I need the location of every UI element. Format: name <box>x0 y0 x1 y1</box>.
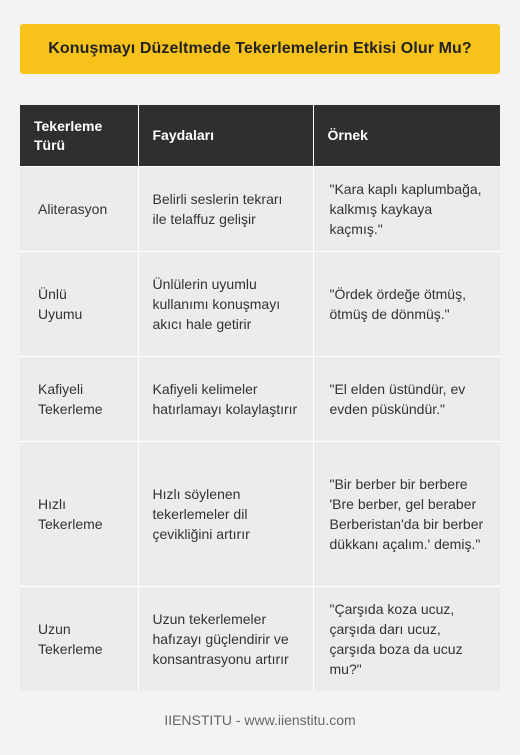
cell-example: "Çarşıda koza ucuz, çarşıda darı ucuz, çarşıda boza da ucuz mu?" <box>329 601 463 677</box>
cell-type: Uzun Tekerleme <box>20 587 138 692</box>
cell-benefit: Kafiyeli kelimeler hatırlamayı kolaylaştırır <box>138 357 313 442</box>
cell-type: Hızlı Tekerleme <box>20 442 138 587</box>
cell-example: "Bir berber bir berbere 'Bre berber, gel beraber Berberistan'da bir berber dükkanı açalım.' demiş." <box>313 442 500 587</box>
cell-benefit: Uzun tekerlemeler hafızayı güçlendirir ve konsantrasyonu artırır <box>138 587 313 692</box>
table-row <box>20 442 500 587</box>
header-benefits: Faydaları <box>138 105 313 167</box>
cell-type: Kafiyeli Tekerleme <box>20 357 138 442</box>
header-type: Tekerleme Türü <box>20 105 138 167</box>
header-example: Örnek <box>313 105 500 167</box>
footer-credit: IIENSTITU - www.iienstitu.com <box>164 712 356 728</box>
table-row <box>20 167 500 252</box>
page-title: Konuşmayı Düzeltmede Tekerlemelerin Etkisi Olur Mu? <box>48 40 472 57</box>
cell-example: "Kara kaplı kaplumbağa, kalkmış kaykaya kaçmış." <box>313 167 500 252</box>
title-banner <box>20 24 500 74</box>
cell-example: "El elden üstündür, ev evden püskündür." <box>313 357 500 442</box>
cell-benefit: Belirli seslerin tekrarı ile telaffuz gelişir <box>138 167 313 252</box>
table-header-row <box>20 105 500 167</box>
cell-benefit: Hızlı söylenen tekerlemeler dil çevikliğini artırır <box>138 442 313 587</box>
table-row <box>20 252 500 357</box>
table-row <box>20 587 500 692</box>
cell-type: Aliterasyon <box>20 167 138 252</box>
table-row <box>20 357 500 442</box>
cell-type: Ünlü Uyumu <box>20 252 138 357</box>
tongue-twister-table <box>20 105 500 691</box>
cell-example: "Ördek ördeğe ötmüş, ötmüş de dönmüş." <box>313 252 500 357</box>
cell-benefit: Ünlülerin uyumlu kullanımı konuşmayı akıcı hale getirir <box>138 252 313 357</box>
